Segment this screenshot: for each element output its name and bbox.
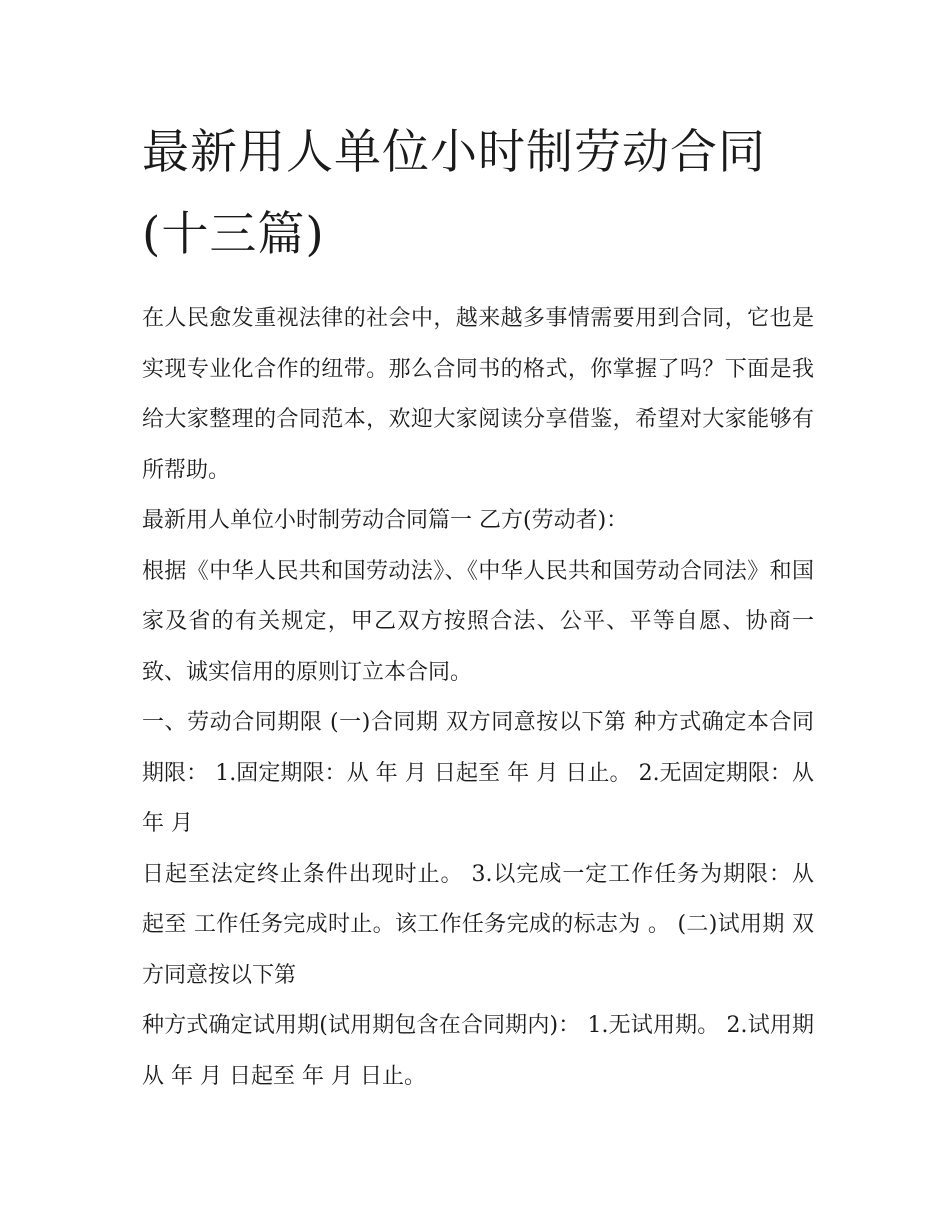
contract-term-paragraph: 一、劳动合同期限 (一)合同期 双方同意按以下第 种方式确定本合同期限： 1.固定期限：从 年 月 日起至 年 月 日止。 2.无固定期限：从 年 月 [142,710,814,836]
document-page [142,112,814,1102]
term-end-paragraph: 日起至法定终止条件出现时止。 3.以完成一定工作任务为期限：从 起至 工作任务完成时止。该工作任务完成的标志为 。 (二)试用期 双方同意按以下第 [142,861,814,988]
legal-basis-paragraph: 根据《中华人民共和国劳动法》、《中华人民共和国劳动合同法》和国家及省的有关规定，甲乙双方按照合法、公平、平等自愿、协商一致、诚实信用的原则订立本合同。 [142,558,814,685]
document-title: 最新用人单位小时制劳动合同(十三篇) [142,125,766,262]
contract-heading-paragraph: 最新用人单位小时制劳动合同篇一 乙方(劳动者)： [142,508,629,533]
intro-paragraph: 在人民愈发重视法律的社会中，越来越多事情需要用到合同，它也是实现专业化合作的纽带。那么合同书的格式，你掌握了吗？下面是我给大家整理的合同范本，欢迎大家阅读分享借鉴，希望对大家能够有所帮助。 [142,306,814,483]
probation-paragraph: 种方式确定试用期(试用期包含在合同期内)： 1.无试用期。 2.试用期从 年 月 日起至 年 月 日止。 [142,1013,814,1089]
